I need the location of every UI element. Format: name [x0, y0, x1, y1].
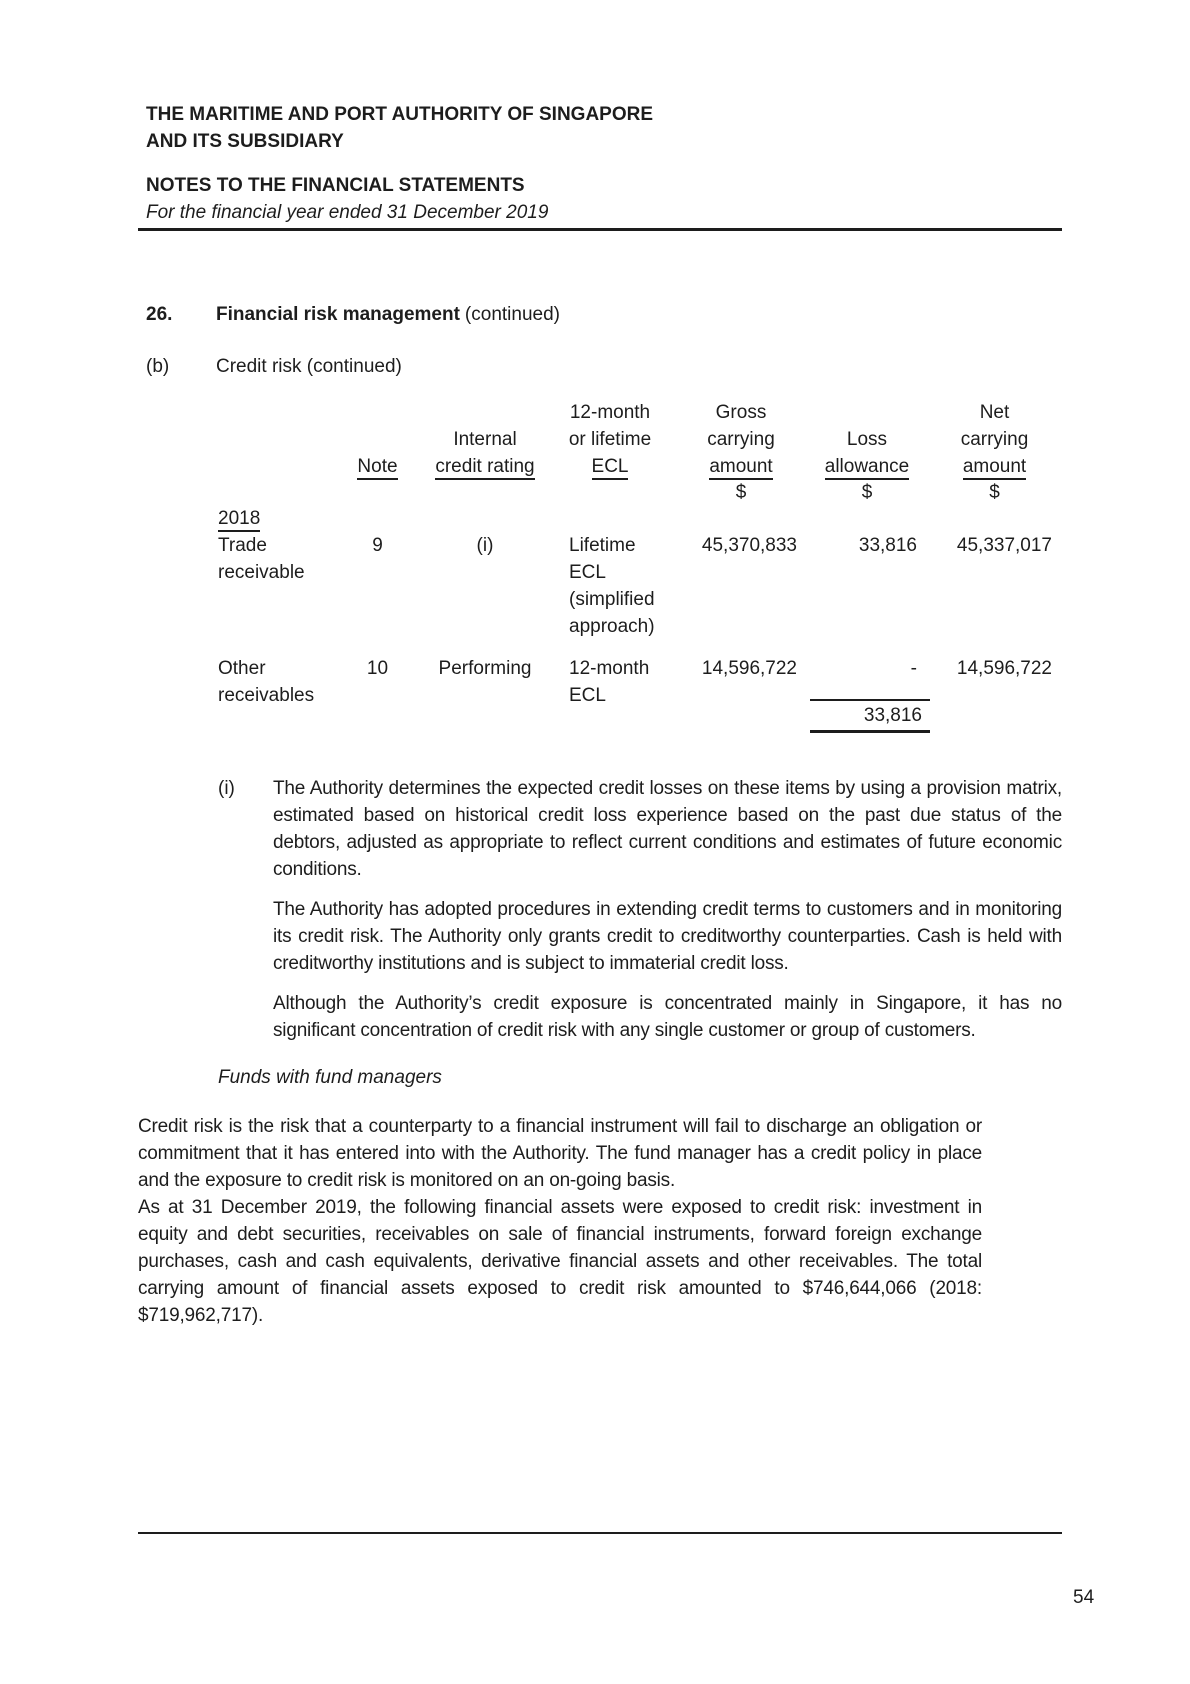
document-subtitle: For the financial year ended 31 December 2019	[146, 202, 549, 223]
footnote-paragraph: The Authority has adopted procedures in extending credit terms to customers and in monitoring its credit risk. The Authority only grants credit to creditworthy counterparties. Cash is held with creditworthy institutions and is subject to immaterial credit loss.	[273, 899, 1062, 974]
column-header-loss-allowance: Loss allowance	[797, 399, 917, 480]
document-title-block	[138, 172, 1062, 231]
footnote-body	[273, 775, 1062, 1044]
loss-allowance-total: 33,816	[810, 699, 930, 733]
row-rating: (i)	[476, 535, 494, 556]
body-paragraph: As at 31 December 2019, the following financial assets were exposed to credit risk: investment in equity and debt securities, receivables on sale of financial instruments, forward foreign exchange purchases, cash and cash equivalents, derivative financial assets and other receivables. The total carrying amount of financial assets exposed to credit risk amounted to $746,644,066 (2018: $719,962,717).	[138, 1197, 982, 1326]
row-note: 9	[372, 535, 383, 556]
row-net-amount: 14,596,722	[956, 658, 1052, 679]
section-number: 26.	[146, 304, 173, 325]
table-header-empty	[218, 399, 340, 480]
subsection-label: (b)	[146, 356, 170, 377]
currency-symbol-net: $	[989, 482, 1000, 503]
row-gross-amount: 14,596,722	[701, 658, 797, 679]
spacer-row	[218, 640, 1052, 655]
row-label: Trade receivable	[218, 535, 305, 583]
total-row	[218, 709, 1052, 733]
organization-name-line1: THE MARITIME AND PORT AUTHORITY OF SINGAPORE	[146, 104, 654, 125]
footnote-i	[138, 775, 1062, 1044]
document-title: NOTES TO THE FINANCIAL STATEMENTS	[146, 175, 525, 196]
footnote-paragraph: Although the Authority’s credit exposure is concentrated mainly in Singapore, it has no significant concentration of credit risk with any single customer or group of customers.	[273, 993, 1062, 1041]
page-content	[138, 0, 1062, 1329]
subsection-title: Credit risk (continued)	[216, 356, 402, 377]
column-header-ecl: 12-month or lifetime ECL	[555, 399, 665, 480]
organization-name-line2: AND ITS SUBSIDIARY	[146, 131, 344, 152]
footer-rule	[138, 1532, 1062, 1534]
row-note: 10	[366, 658, 389, 679]
currency-symbol-loss: $	[861, 482, 873, 503]
row-ecl: Lifetime ECL (simplified approach)	[569, 535, 655, 637]
body-paragraph: Credit risk is the risk that a counterparty to a financial instrument will fail to discharge an obligation or commitment that it has entered into with the Authority. The fund manager has a credit policy in place and the exposure to credit risk is monitored on an on-going basis.	[138, 1116, 982, 1191]
row-net-amount: 45,337,017	[956, 535, 1052, 556]
footnote-paragraph: The Authority determines the expected credit losses on these items by using a provision matrix, estimated based on historical credit loss experience based on the past due status of the debtors, adjusted as appropriate to reflect current conditions and estimates of future economic conditions.	[273, 778, 1062, 880]
section-continued: (continued)	[464, 304, 560, 325]
row-loss-allowance: -	[910, 658, 917, 679]
section-title-text: Financial risk management	[216, 304, 460, 325]
table-header-row	[218, 399, 1052, 480]
column-header-note: Note	[340, 399, 415, 480]
row-rating: Performing	[438, 658, 532, 679]
section-title	[216, 301, 560, 328]
year-label-row	[218, 505, 1052, 532]
column-header-gross-carrying-amount: Gross carrying amount	[665, 399, 797, 480]
credit-risk-table	[218, 399, 1052, 733]
column-header-internal-credit-rating: Internal credit rating	[415, 399, 555, 480]
page-number: 54	[1073, 1587, 1095, 1608]
section-heading	[146, 301, 1062, 328]
footnote-marker: (i)	[218, 778, 235, 799]
year-label: 2018	[218, 508, 260, 532]
currency-row	[218, 480, 1052, 505]
table-row-trade-receivable	[218, 532, 1052, 640]
row-label: Other receivables	[218, 658, 315, 706]
currency-symbol-gross: $	[735, 482, 747, 503]
organization-name	[146, 0, 1062, 155]
column-header-net-carrying-amount: Net carrying amount	[917, 399, 1052, 480]
row-gross-amount: 45,370,833	[701, 535, 797, 556]
subsection-heading	[146, 353, 1062, 380]
funds-section-heading: Funds with fund managers	[218, 1067, 442, 1088]
row-loss-allowance: 33,816	[858, 535, 917, 556]
row-ecl: 12-month ECL	[569, 658, 650, 706]
